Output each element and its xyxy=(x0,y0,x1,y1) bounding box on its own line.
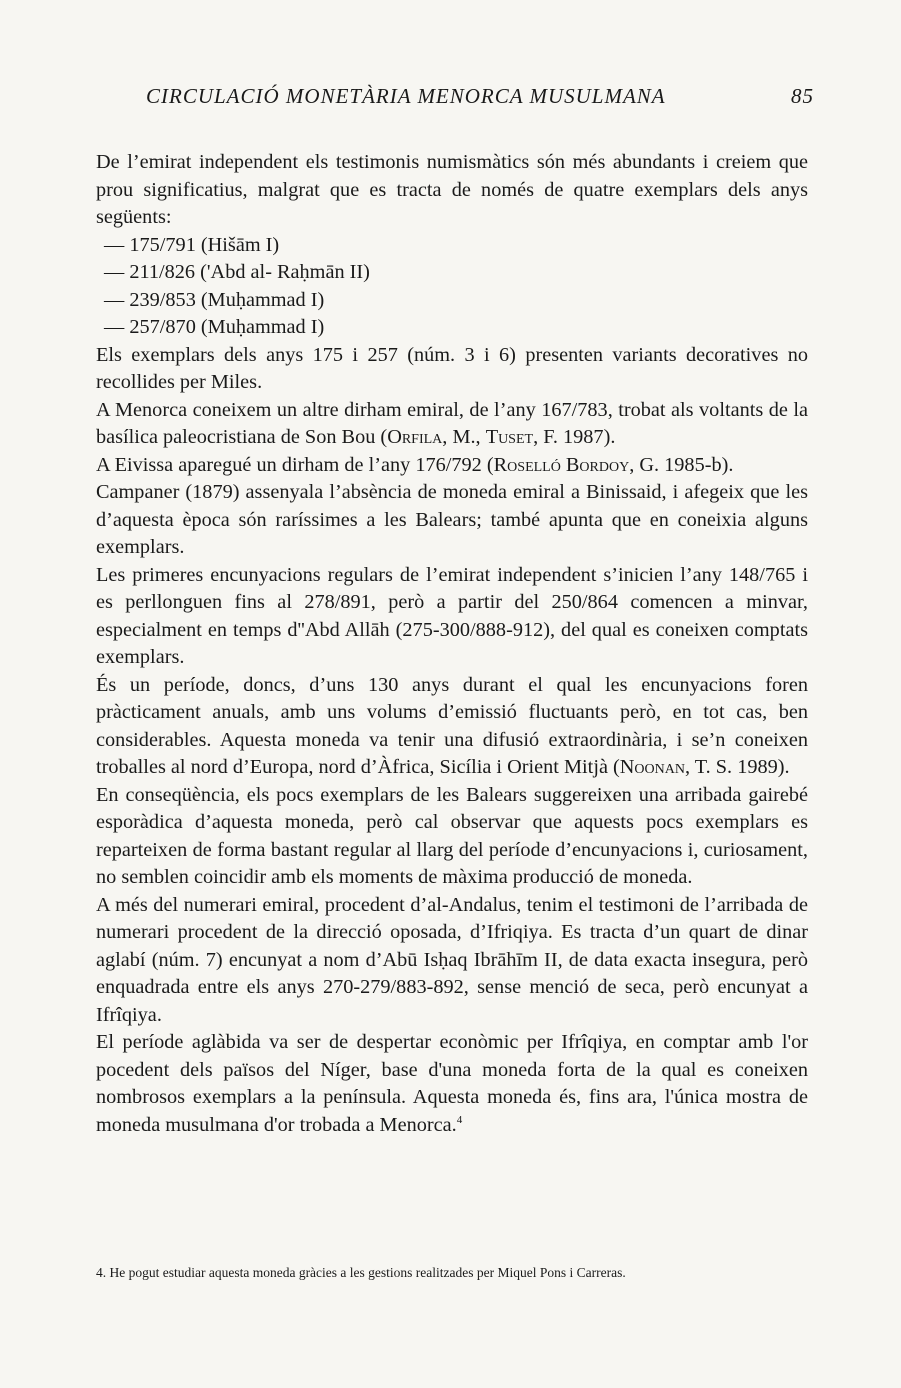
paragraph xyxy=(96,782,808,892)
paragraph xyxy=(96,892,808,1030)
paragraph xyxy=(96,452,808,480)
list-item: — 175/791 (Hišām I) xyxy=(104,233,280,256)
author-name: Noonan xyxy=(619,756,685,778)
paragraph-text: El període aglàbida va ser de despertar econòmic per Ifrîqiya, en comptar amb l'or pocedent dels països del Níger, base d'una moneda forta de la qual es coneixen nombrosos exemplars a la península. Aquesta moneda és, fins ara, l'única mostra de moneda musulmana d'or trobada a Menorca. xyxy=(96,1031,808,1136)
paragraph-text: A Menorca coneixem un altre dirham emiral, de l’any 167/783, trobat als voltants de la basílica paleocristiana de Son Bou ( xyxy=(96,398,808,448)
paragraph xyxy=(96,397,808,452)
paragraph xyxy=(96,342,808,397)
paragraph-text: , T. S. 1989). xyxy=(684,756,790,778)
footnote-reference[interactable]: 4 xyxy=(456,1113,463,1126)
paragraph-text: Campaner (1879) assenyala l’absència de moneda emiral a Binissaid, i afegeix que les d’aquesta època són raríssimes a les Balears; també apunta que en coneixia alguns exemplars. xyxy=(96,481,808,558)
author-name: Orfila xyxy=(387,426,443,448)
body-text xyxy=(96,149,808,1139)
paragraph-text: , G. 1985-b). xyxy=(629,453,734,476)
paragraph-text: , F. 1987). xyxy=(533,426,616,448)
page xyxy=(96,84,814,1139)
running-title: CIRCULACIÓ MONETÀRIA MENORCA MUSULMANA xyxy=(146,84,666,108)
list-item: — 211/826 ('Abd al- Raḥmān II) xyxy=(104,261,370,283)
paragraph-text: De l’emirat independent els testimonis numismàtics són més abundants i creiem que prou significatius, malgrat que es tracta de només de quatre exemplars dels anys següents: xyxy=(96,151,808,228)
paragraph-text: A Eivissa aparegué un dirham de l’any 176/792 ( xyxy=(96,453,494,476)
paragraph-text: A més del numerari emiral, procedent d’al-Andalus, tenim el testimoni de l’arribada de numerari procedent de la direcció oposada, d’Ifriqiya. Es tracta d’un quart de dinar aglabí (núm. 7) encunyat a nom d’Abū Isḥaq Ibrāhīm II, de data exacta insegura, però enquadrada entre els anys 270-279/883-892, sense menció de seca, però encunyat a Ifrîqiya. xyxy=(96,893,808,1026)
paragraph xyxy=(96,149,808,232)
author-name: Tuset xyxy=(485,426,534,448)
page-number: 85 xyxy=(791,84,814,108)
paragraph xyxy=(96,672,808,782)
list-item: — 257/870 (Muḥammad I) xyxy=(104,316,325,338)
paragraph xyxy=(96,479,808,562)
paragraph-text: És un període, doncs, d’uns 130 anys durant el qual les encunyacions foren pràcticament anuals, amb uns volums d’emissió fluctuants però, en tot cas, ben considerables. Aquesta moneda va tenir una difusió extraordinària, i se’n coneixen troballes al nord d’Europa, nord d’Àfrica, Sicília i Orient Mitjà ( xyxy=(96,673,808,778)
paragraph xyxy=(96,1029,808,1139)
paragraph-text: , M., xyxy=(442,426,486,448)
author-name: Roselló Bordoy xyxy=(493,453,630,476)
paragraph-text: En conseqüència, els pocs exemplars de les Balears suggereixen una arribada gairebé esporàdica d’aquesta moneda, però cal observar que aquests pocs exemplars es reparteixen de forma bastant regular al llarg del període d’encunyacions i, curiosament, no semblen coincidir amb els moments de màxima producció de moneda. xyxy=(96,783,808,888)
paragraph-text: Les primeres encunyacions regulars de l’emirat independent s’inicien l’any 148/765 i es perllonguen fins al 278/891, però a partir del 250/864 comencen a minvar, especialment en temps d''Abd Allāh (275-300/888-912), del qual es coneixen comptats exemplars. xyxy=(96,563,808,668)
paragraph xyxy=(96,562,808,672)
footnote: 4. He pogut estudiar aquesta moneda gràcies a les gestions realitzades per Miquel Pons i Carreras. xyxy=(96,1265,626,1280)
paragraph-text: Els exemplars dels anys 175 i 257 (núm. 3 i 6) presenten variants decoratives no recollides per Miles. xyxy=(96,343,808,393)
list-item: — 239/853 (Muḥammad I) xyxy=(104,288,325,311)
running-header xyxy=(96,84,814,109)
